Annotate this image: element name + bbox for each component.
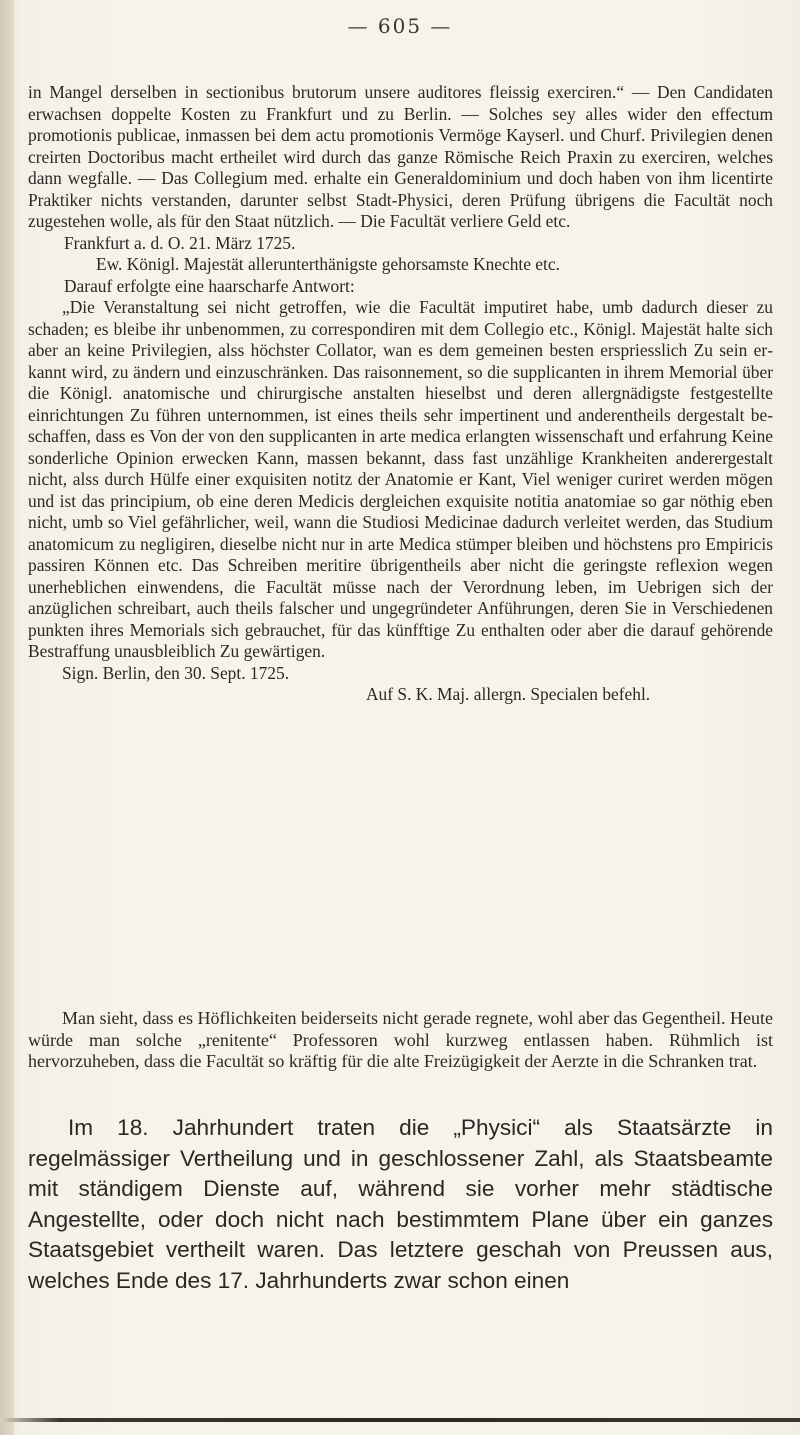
author-commentary: [28, 1008, 773, 1073]
reply-signature: Sign. Berlin, den 30. Sept. 1725.: [62, 662, 290, 683]
letter-date: Frankfurt a. d. O. 21. März 1725.: [64, 232, 296, 253]
page-gutter-shadow: [0, 0, 14, 1435]
quoted-letter: [28, 82, 773, 706]
letter-paragraph: in Mangel derselben in sectionibus brutorum unsere auditores fleissig exerciren.“ — Den Candidaten erwachsen doppelte Kosten zu Frankfurt und zu Berlin. — Solches sey alles wider den effectum promotionis publicae, inmassen bei dem actu promotionis Vermöge Kayserl. und Churf. Privilegien denen creirten Doctoribus macht ertheilet wird durch das ganze Römische Reich Praxin zu exerciren, welches dann wegfalle. — Das Collegium med. erhalte ein Generaldominium und doch haben von ihm licentirte Praktiker nichts verstanden, darunter selbst Stadt-Physici, deren Prüfung übrigens die Facultät noch zugestehen wolle, als für den Staat nützlich. — Die Facultät verliere Geld etc.: [28, 82, 773, 231]
reply-body: „Die Veranstaltung sei nicht getroffen, wie die Facultät imputiret habe, umb dadurch dieser zu schaden; es bleibe ihr unbenommen, zu correspondiren mit dem Collegio etc., Königl. Majestät halte sich aber an keine Privilegien, alss höchster Collator, wan es dem gemeinen besten erspriesslich Zu sein erkannt wird, zu ändern und einzuschränken. Das raisonnement, so die supplicanten in ihrem Memorial über die Königl. anatomische und chirurgische anstalten hieselbst und deren allergnädigste festgestellte einrichtungen Zu führen unternommen, ist eines theils sehr impertinent und anderentheils dergestalt beschaffen, dass es Von der von den supplicanten in arte medica erlangten wissenschaft und erfahrung Keine sonderliche Opinion erwecken Kann, massen bekannt, dass fast unzählige Krankheiten anderergestalt nicht, alss durch Hülfe einer exquisiten notitz der Anatomie er Kant, Viel weniger curiret werden mögen und ist das principium, ob eine deren Medicis dergleichen exquisite notitia anatomiae so gar nöthig eben nicht, umb so Viel gefährlicher, weil, wann die Studiosi Medicinae dadurch verleitet werden, das Studium anatomicum zu negligiren, dieselbe nicht nur in arte Medica stümper bleiben und höchstens pro Empiricis passiren Können etc. Das Schreiben meritire übrigentheils aber nicht die geringste reflexion wegen unerheblichen einwendens, die Facultät müsse nach der Verordnung leben, im Uebrigen sich der anzüglichen schreibart, auch theils falscher und ungegründeter Anführungen, deren Sie in Verschiedenen punkten ihres Memorials sich gebrauchet, für das künfftige Zu enthalten oder aber die darauf gehörende Bestraffung unausbleiblich Zu gewärtigen.: [28, 297, 773, 661]
page-bottom-edge: [0, 1418, 800, 1422]
letter-signature: Ew. Königl. Majestät allerunterthänigste gehorsamste Knechte etc.: [96, 254, 560, 274]
page-number: — 605 —: [347, 14, 453, 38]
reply-order: Auf S. K. Maj. allergn. Specialen befehl.: [366, 684, 651, 704]
main-paragraph: Im 18. Jahrhundert traten die „Physici“ als Staatsärzte in regelmässiger Vertheilung und in geschlossener Zahl, als Staatsbeamte mit ständigem Dienste auf, während sie vorher mehr städtische Angestellte, oder doch nicht nach bestimmtem Plane über ein ganzes Staatsgebiet vertheilt waren. Das letztere geschah von Preussen aus, welches Ende des 17. Jahrhunderts zwar schon einen: [28, 1115, 773, 1293]
commentary-paragraph: Man sieht, dass es Höflichkeiten beiderseits nicht gerade regnete, wohl aber das Gegentheil. Heute würde man solche „renitente“ Professoren wohl kurzweg entlassen haben. Rühmlich ist hervorzuheben, dass die Facultät so kräftig für die alte Freizügigkeit der Aerzte in die Schranken trat.: [28, 1008, 773, 1071]
main-body-text: [28, 1113, 773, 1296]
reply-intro: Darauf erfolgte eine haarscharfe Antwort:: [64, 275, 355, 296]
